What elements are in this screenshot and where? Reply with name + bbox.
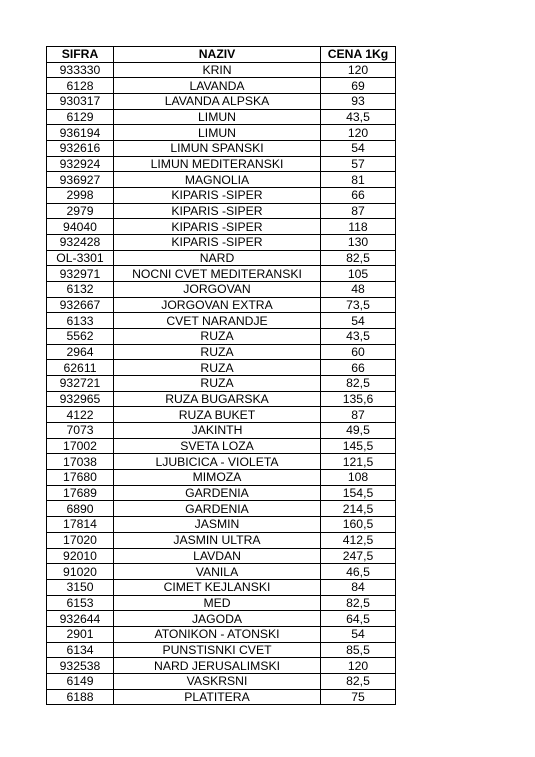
price-table xyxy=(46,46,396,705)
cell-sifra: 17814 xyxy=(47,517,114,533)
cell-naziv: MED xyxy=(114,595,321,611)
cell-cena: 154,5 xyxy=(321,485,396,501)
table-row xyxy=(47,297,396,313)
cell-cena: 130 xyxy=(321,235,396,251)
table-row xyxy=(47,203,396,219)
table-row xyxy=(47,219,396,235)
table-row xyxy=(47,517,396,533)
cell-sifra: 2901 xyxy=(47,626,114,642)
table-row xyxy=(47,282,396,298)
cell-cena: 48 xyxy=(321,282,396,298)
cell-naziv: JORGOVAN xyxy=(114,282,321,298)
cell-sifra: 932971 xyxy=(47,266,114,282)
cell-cena: 46,5 xyxy=(321,564,396,580)
table-row xyxy=(47,595,396,611)
cell-cena: 87 xyxy=(321,407,396,423)
table-row xyxy=(47,470,396,486)
table-row xyxy=(47,156,396,172)
table-row xyxy=(47,501,396,517)
cell-cena: 120 xyxy=(321,125,396,141)
cell-naziv: RUZA xyxy=(114,360,321,376)
cell-cena: 120 xyxy=(321,658,396,674)
cell-sifra: 7073 xyxy=(47,423,114,439)
cell-sifra: 933330 xyxy=(47,62,114,78)
cell-naziv: PUNSTISNKI CVET xyxy=(114,642,321,658)
cell-sifra: 930317 xyxy=(47,94,114,110)
cell-naziv: RUZA xyxy=(114,376,321,392)
cell-sifra: 6149 xyxy=(47,673,114,689)
cell-sifra: 932644 xyxy=(47,611,114,627)
table-row xyxy=(47,689,396,705)
cell-naziv: JAKINTH xyxy=(114,423,321,439)
table-row xyxy=(47,579,396,595)
cell-sifra: 6133 xyxy=(47,313,114,329)
cell-naziv: LJUBICICA - VIOLETA xyxy=(114,454,321,470)
cell-cena: 82,5 xyxy=(321,376,396,392)
cell-cena: 145,5 xyxy=(321,438,396,454)
cell-cena: 214,5 xyxy=(321,501,396,517)
cell-naziv: RUZA BUKET xyxy=(114,407,321,423)
cell-cena: 49,5 xyxy=(321,423,396,439)
cell-naziv: NARD JERUSALIMSKI xyxy=(114,658,321,674)
table-row xyxy=(47,329,396,345)
cell-naziv: VASKRSNI xyxy=(114,673,321,689)
cell-naziv: JAGODA xyxy=(114,611,321,627)
cell-naziv: PLATITERA xyxy=(114,689,321,705)
cell-sifra: 6890 xyxy=(47,501,114,517)
cell-sifra: 3150 xyxy=(47,579,114,595)
price-list-sheet xyxy=(46,46,396,705)
header-sifra: SIFRA xyxy=(47,47,114,63)
table-row xyxy=(47,62,396,78)
table-row xyxy=(47,485,396,501)
cell-naziv: CIMET KEJLANSKI xyxy=(114,579,321,595)
cell-naziv: LAVANDA ALPSKA xyxy=(114,94,321,110)
cell-cena: 87 xyxy=(321,203,396,219)
table-row xyxy=(47,344,396,360)
cell-naziv: LAVANDA xyxy=(114,78,321,94)
cell-cena: 43,5 xyxy=(321,329,396,345)
cell-sifra: 17038 xyxy=(47,454,114,470)
cell-sifra: 936194 xyxy=(47,125,114,141)
cell-cena: 66 xyxy=(321,360,396,376)
table-row xyxy=(47,423,396,439)
cell-sifra: 2964 xyxy=(47,344,114,360)
cell-naziv: NOCNI CVET MEDITERANSKI xyxy=(114,266,321,282)
cell-cena: 54 xyxy=(321,313,396,329)
cell-sifra: 6128 xyxy=(47,78,114,94)
table-row xyxy=(47,658,396,674)
cell-naziv: KRIN xyxy=(114,62,321,78)
cell-naziv: RUZA BUGARSKA xyxy=(114,391,321,407)
table-row xyxy=(47,532,396,548)
cell-naziv: ATONIKON - ATONSKI xyxy=(114,626,321,642)
table-row xyxy=(47,360,396,376)
table-row xyxy=(47,438,396,454)
table-row xyxy=(47,78,396,94)
cell-naziv: KIPARIS -SIPER xyxy=(114,219,321,235)
cell-cena: 54 xyxy=(321,626,396,642)
cell-cena: 73,5 xyxy=(321,297,396,313)
table-row xyxy=(47,626,396,642)
cell-naziv: JASMIN xyxy=(114,517,321,533)
cell-naziv: MIMOZA xyxy=(114,470,321,486)
table-row xyxy=(47,141,396,157)
cell-cena: 75 xyxy=(321,689,396,705)
cell-sifra: 2979 xyxy=(47,203,114,219)
cell-cena: 105 xyxy=(321,266,396,282)
cell-sifra: 932616 xyxy=(47,141,114,157)
header-row xyxy=(47,47,396,63)
table-row xyxy=(47,548,396,564)
cell-naziv: VANILA xyxy=(114,564,321,580)
cell-sifra: 4122 xyxy=(47,407,114,423)
table-body xyxy=(47,62,396,705)
cell-cena: 247,5 xyxy=(321,548,396,564)
cell-cena: 54 xyxy=(321,141,396,157)
cell-naziv: RUZA xyxy=(114,344,321,360)
cell-sifra: 932721 xyxy=(47,376,114,392)
cell-sifra: 932924 xyxy=(47,156,114,172)
cell-cena: 57 xyxy=(321,156,396,172)
cell-naziv: CVET NARANDJE xyxy=(114,313,321,329)
cell-sifra: 92010 xyxy=(47,548,114,564)
header-naziv: NAZIV xyxy=(114,47,321,63)
table-row xyxy=(47,250,396,266)
cell-naziv: KIPARIS -SIPER xyxy=(114,235,321,251)
table-row xyxy=(47,376,396,392)
cell-naziv: GARDENIA xyxy=(114,485,321,501)
cell-naziv: JORGOVAN EXTRA xyxy=(114,297,321,313)
cell-naziv: LIMUN SPANSKI xyxy=(114,141,321,157)
cell-cena: 82,5 xyxy=(321,595,396,611)
cell-cena: 64,5 xyxy=(321,611,396,627)
cell-sifra: 6129 xyxy=(47,109,114,125)
cell-sifra: 932428 xyxy=(47,235,114,251)
table-row xyxy=(47,407,396,423)
cell-sifra: 17689 xyxy=(47,485,114,501)
cell-sifra: 932538 xyxy=(47,658,114,674)
table-row xyxy=(47,673,396,689)
cell-cena: 84 xyxy=(321,579,396,595)
cell-sifra: 17002 xyxy=(47,438,114,454)
header-cena: CENA 1Kg xyxy=(321,47,396,63)
cell-naziv: MAGNOLIA xyxy=(114,172,321,188)
cell-naziv: GARDENIA xyxy=(114,501,321,517)
cell-cena: 135,6 xyxy=(321,391,396,407)
cell-sifra: 62611 xyxy=(47,360,114,376)
cell-sifra: 932667 xyxy=(47,297,114,313)
cell-cena: 93 xyxy=(321,94,396,110)
cell-cena: 120 xyxy=(321,62,396,78)
table-row xyxy=(47,642,396,658)
cell-cena: 66 xyxy=(321,188,396,204)
cell-cena: 82,5 xyxy=(321,250,396,266)
table-row xyxy=(47,611,396,627)
table-row xyxy=(47,109,396,125)
cell-cena: 121,5 xyxy=(321,454,396,470)
table-row xyxy=(47,391,396,407)
table-row xyxy=(47,454,396,470)
cell-naziv: KIPARIS -SIPER xyxy=(114,188,321,204)
cell-naziv: KIPARIS -SIPER xyxy=(114,203,321,219)
cell-cena: 43,5 xyxy=(321,109,396,125)
cell-naziv: LIMUN xyxy=(114,125,321,141)
cell-naziv: SVETA LOZA xyxy=(114,438,321,454)
cell-sifra: 2998 xyxy=(47,188,114,204)
table-row xyxy=(47,125,396,141)
cell-sifra: 5562 xyxy=(47,329,114,345)
cell-sifra: 17680 xyxy=(47,470,114,486)
cell-naziv: NARD xyxy=(114,250,321,266)
cell-sifra: 932965 xyxy=(47,391,114,407)
cell-naziv: LAVDAN xyxy=(114,548,321,564)
cell-cena: 108 xyxy=(321,470,396,486)
cell-sifra: OL-3301 xyxy=(47,250,114,266)
table-row xyxy=(47,172,396,188)
cell-cena: 60 xyxy=(321,344,396,360)
table-row xyxy=(47,188,396,204)
cell-naziv: LIMUN xyxy=(114,109,321,125)
cell-cena: 69 xyxy=(321,78,396,94)
cell-cena: 85,5 xyxy=(321,642,396,658)
cell-sifra: 17020 xyxy=(47,532,114,548)
cell-naziv: LIMUN MEDITERANSKI xyxy=(114,156,321,172)
table-row xyxy=(47,94,396,110)
cell-cena: 118 xyxy=(321,219,396,235)
cell-cena: 412,5 xyxy=(321,532,396,548)
cell-cena: 160,5 xyxy=(321,517,396,533)
cell-sifra: 6188 xyxy=(47,689,114,705)
cell-sifra: 936927 xyxy=(47,172,114,188)
cell-sifra: 6132 xyxy=(47,282,114,298)
cell-sifra: 91020 xyxy=(47,564,114,580)
cell-sifra: 6134 xyxy=(47,642,114,658)
cell-sifra: 6153 xyxy=(47,595,114,611)
table-row xyxy=(47,313,396,329)
table-row xyxy=(47,564,396,580)
cell-naziv: RUZA xyxy=(114,329,321,345)
table-row xyxy=(47,235,396,251)
table-row xyxy=(47,266,396,282)
cell-cena: 82,5 xyxy=(321,673,396,689)
cell-naziv: JASMIN ULTRA xyxy=(114,532,321,548)
cell-sifra: 94040 xyxy=(47,219,114,235)
cell-cena: 81 xyxy=(321,172,396,188)
